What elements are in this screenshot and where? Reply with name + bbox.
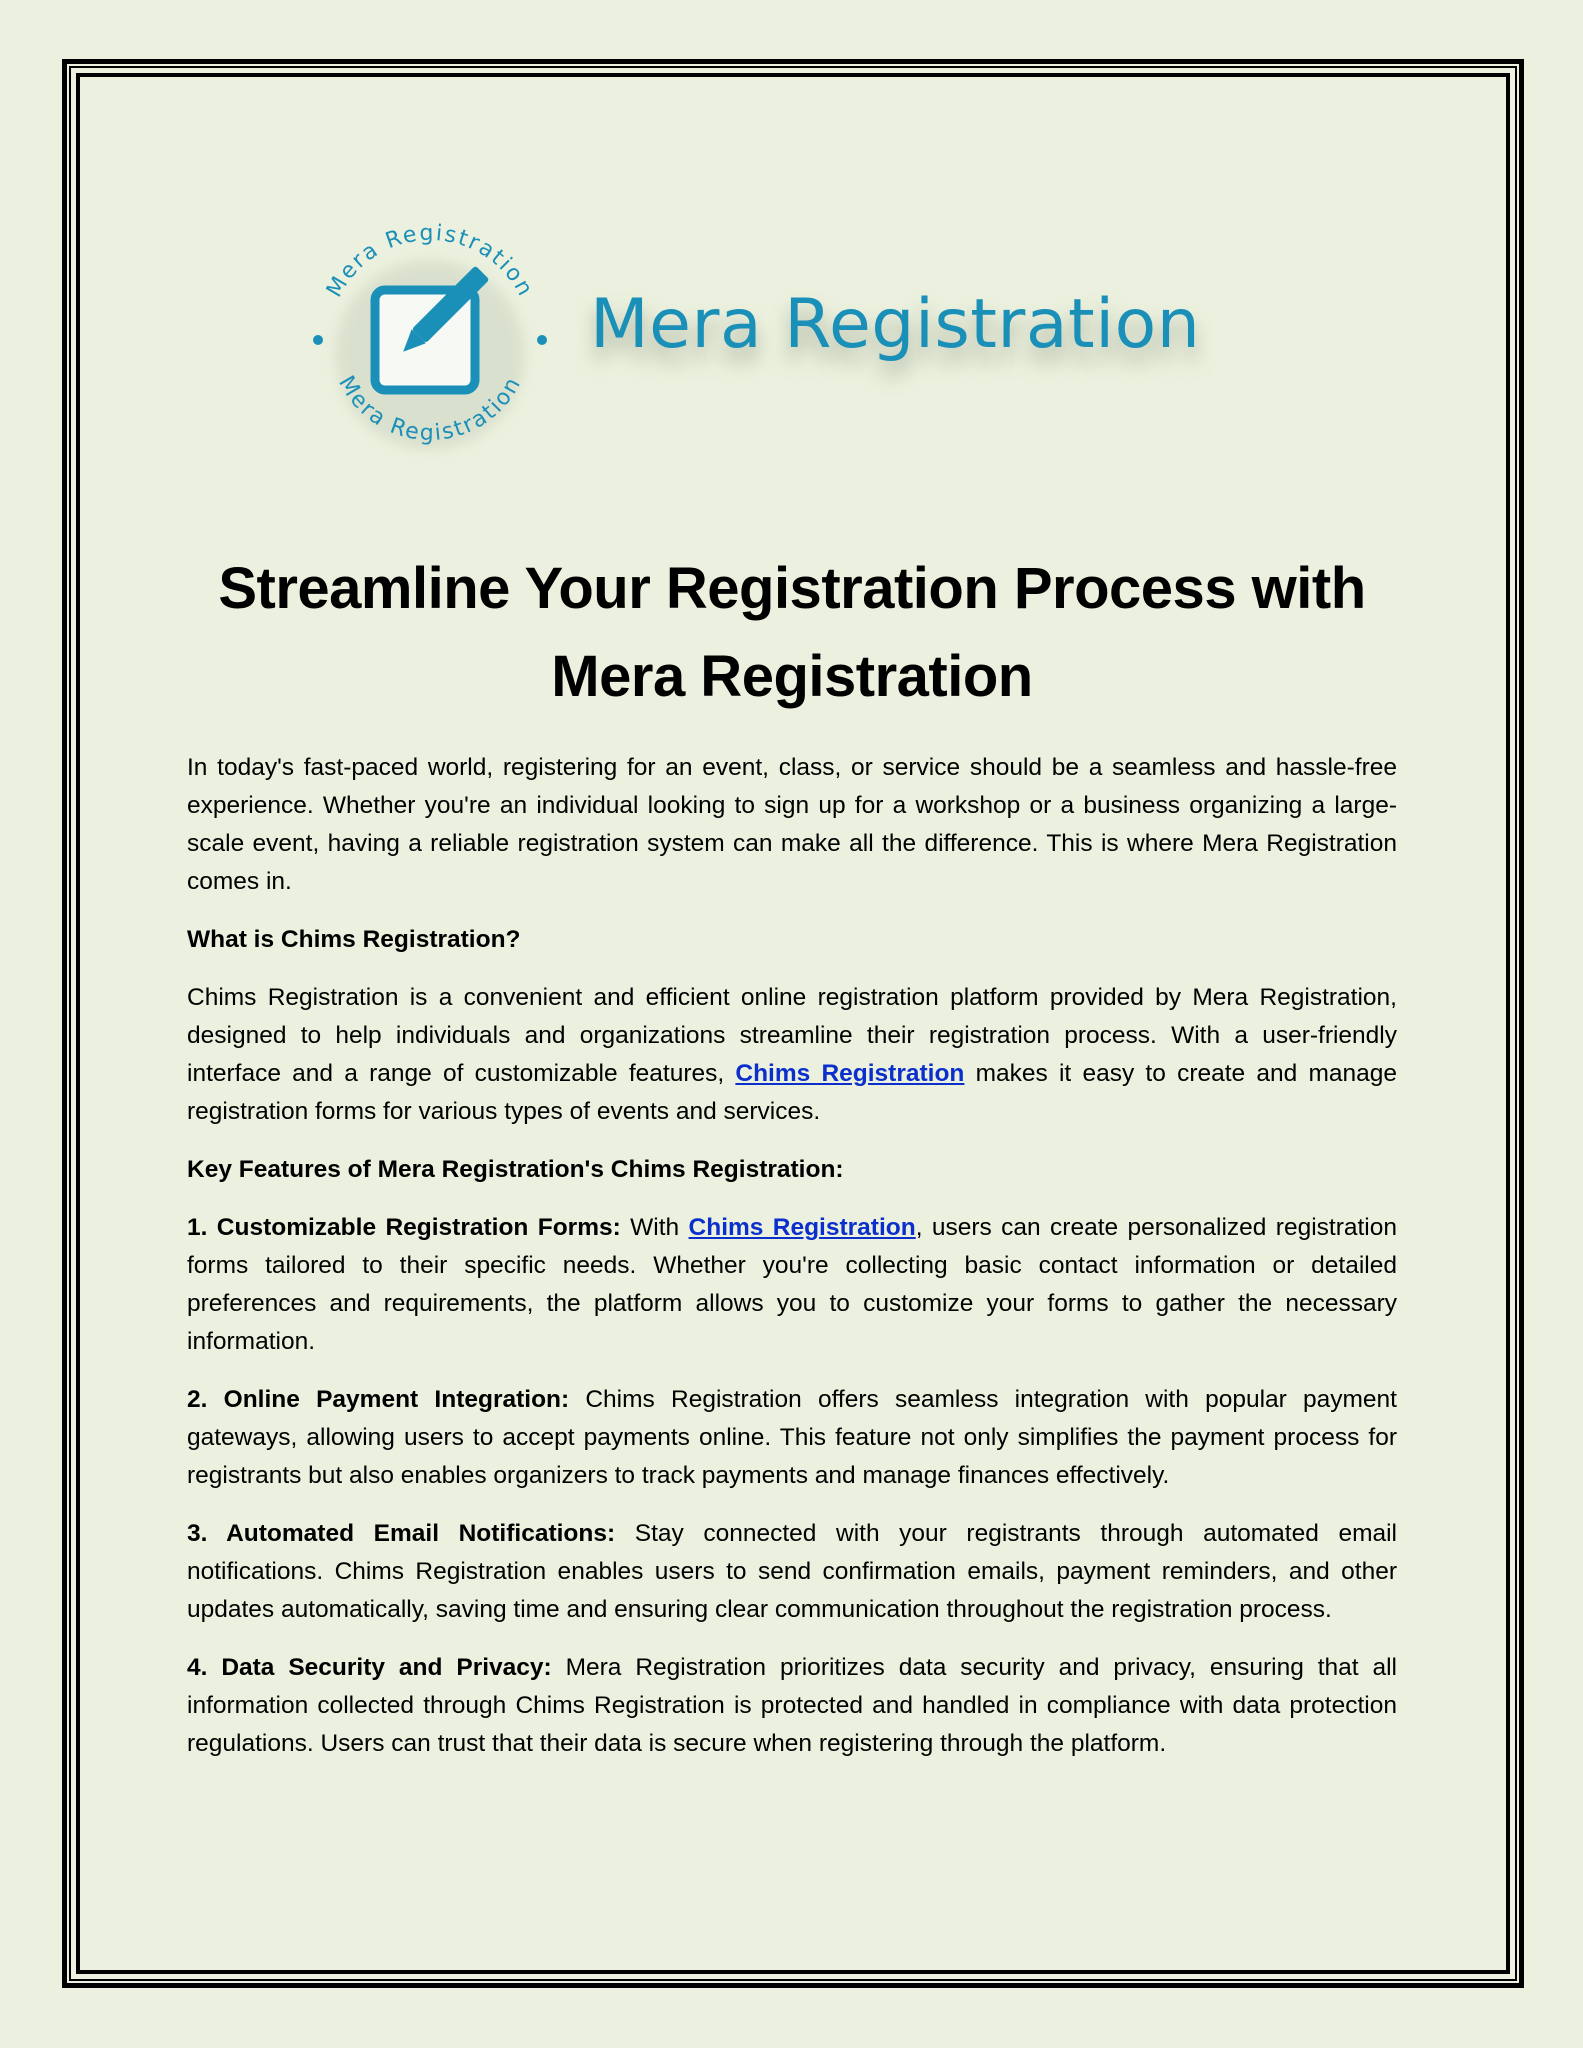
paragraph-text: Chims Registration is a convenient and efficient online registration platform provided by Mera Registration, designed to help individuals and organizations streamline their registration process. With a user-friendly interface and a range of customizable features, bbox=[187, 984, 1397, 1087]
feature-item-2 bbox=[187, 1381, 1397, 1495]
paragraph-text: makes it easy to create and manage registration forms for various types of events and services. bbox=[187, 1060, 1397, 1125]
article bbox=[187, 545, 1397, 1783]
feature-item-4 bbox=[187, 1649, 1397, 1763]
badge-text-top: Mera Registration bbox=[321, 220, 539, 302]
feature-label: 2. Online Payment Integration: bbox=[187, 1386, 570, 1413]
feature-text: Stay connected with your registrants through automated email notifications. Chims Registration enables users to send confirmation emails, payment reminders, and other updates automatically, saving time and ensuring clear communication throughout the registration process. bbox=[187, 1520, 1397, 1623]
logo-wordmark: Mera Registration bbox=[590, 285, 1201, 364]
chims-registration-link[interactable]: Chims Registration bbox=[688, 1214, 916, 1241]
feature-text: With bbox=[620, 1214, 689, 1241]
page-title: Streamline Your Registration Process with Mera Registration bbox=[218, 556, 1366, 709]
chims-registration-link[interactable]: Chims Registration bbox=[735, 1060, 965, 1087]
section-heading-key-features: Key Features of Mera Registration's Chims Registration: bbox=[187, 1156, 844, 1183]
feature-text: Mera Registration prioritizes data security and privacy, ensuring that all information collected through Chims Registration is protected and handled in compliance with data protection regulations. Users can trust that their data is secure when registering through the platform. bbox=[187, 1654, 1397, 1757]
intro-paragraph: In today's fast-paced world, registering for an event, class, or service should be a seamless and hassle-free experience. Whether you're an individual looking to sign up for a workshop or a business organizing a large-scale event, having a reliable registration system can make all the difference. This is where Mera Registration comes in. bbox=[187, 754, 1397, 895]
feature-label: 3. Automated Email Notifications: bbox=[187, 1520, 616, 1547]
what-is-paragraph bbox=[187, 979, 1397, 1131]
feature-text: Chims Registration offers seamless integration with popular payment gateways, allowing users to accept payments online. This feature not only simplifies the payment process for registrants but also enables organizers to track payments and manage finances effectively. bbox=[187, 1386, 1397, 1489]
badge-text-bottom: Mera Registration bbox=[333, 371, 527, 447]
feature-item-1 bbox=[187, 1209, 1397, 1361]
feature-label: 1. Customizable Registration Forms: bbox=[187, 1214, 621, 1241]
feature-text: , users can create personalized registration forms tailored to their specific needs. Whether you're collecting basic contact information or detailed preferences and requirements, the platform allows you to customize your forms to gather the necessary information. bbox=[187, 1214, 1397, 1355]
feature-label: 4. Data Security and Privacy: bbox=[187, 1654, 552, 1681]
feature-item-3 bbox=[187, 1515, 1397, 1629]
badge-logo-icon bbox=[300, 205, 560, 475]
mera-registration-logo bbox=[300, 205, 1250, 475]
section-heading-what-is: What is Chims Registration? bbox=[187, 926, 521, 953]
